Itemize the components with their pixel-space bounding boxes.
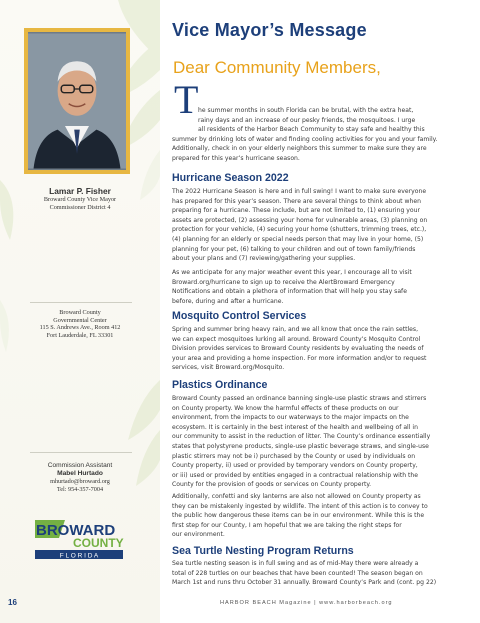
publication-footer: HARBOR BEACH Magazine | www.harborbeach.org: [220, 600, 393, 606]
text-line: all residents of the Harbor Beach Community to stay safe and healthy this: [198, 126, 425, 134]
text-line: Broward County passed an ordinance banning single-use plastic straws and stirrers: [172, 395, 427, 402]
text-line: your area and providing a home inspection. For more information and/or to request: [172, 354, 427, 362]
page-title: Vice Mayor’s Message: [172, 20, 367, 40]
text-line: plastic stirrers may not be i) purchased by the County or used by individuals on: [172, 452, 416, 460]
text-line: Spring and summer bring heavy rain, and we all know that once the rain settles,: [172, 326, 419, 333]
text-line: Additionally, check in on your elderly neighbors this summer to make sure they are: [172, 145, 427, 153]
text-line: he summer months in south Florida can be brutal, with the extra heat,: [198, 107, 414, 114]
article: [172, 0, 472, 595]
divider: [30, 452, 132, 453]
text-line: Division provides services to Broward County residents by evaluating the needs of: [172, 345, 424, 353]
portrait-illustration: [28, 32, 126, 170]
text-line: summer by drinking lots of water and finding cooling activities for you and your family.: [172, 135, 438, 143]
text-line: total of 228 turtles on our beaches that have been counted! The season began on: [172, 569, 423, 577]
sidebar: [0, 0, 160, 623]
text-line: we can expect mosquitoes lurking all around. Broward County’s Mosquito Control: [172, 335, 421, 343]
greeting: Dear Community Members,: [173, 58, 381, 77]
text-line: prepared for this year’s hurricane season.: [172, 154, 300, 162]
plastics-paragraph-1: [172, 394, 472, 490]
text-line: environment, from the impacts to our waterways to the major impacts on the: [172, 414, 409, 422]
hurricane-paragraph-1: [172, 187, 472, 264]
text-line: County property, ii) used or provided by temporary vendors on County property,: [172, 462, 418, 470]
text-line: (4) planning for an elderly or special needs person that may live in your home, (5): [172, 235, 424, 243]
text-line: Additionally, confetti and sky lanterns are also not allowed on County property as: [172, 493, 421, 500]
address-line: 115 S. Andrews Ave., Room 412: [39, 324, 121, 332]
assistant-block: [0, 462, 160, 494]
plastics-paragraph-2: [172, 492, 472, 540]
broward-county-logo: [33, 518, 125, 560]
hurricane-paragraph-2: [172, 268, 472, 306]
page-number: 16: [8, 598, 17, 607]
text-line: Notifications and obtain a plethora of information that will help you stay safe: [172, 288, 407, 296]
logo-word-county: COUNTY: [73, 536, 124, 550]
text-line: first step for our County, I am hopeful that we are taking the right steps for: [172, 521, 402, 529]
text-line: County for the provision of goods or services on County property.: [172, 481, 372, 489]
text-line: March 1st and runs thru October 31 annually. Broward County’s Park and (cont. pg 22): [172, 579, 437, 587]
official-name-block: [0, 186, 160, 212]
text-line: ecosystem. It is certainly in the best interest of the health and wellbeing of all in: [172, 423, 418, 431]
address-line: Broward County: [59, 309, 101, 316]
address-block: [0, 309, 160, 339]
text-line: they can be mistakenly ingested by wildlife. The intent of this action is to convey to: [172, 502, 428, 510]
text-line: about your plans and (7) reviewing/gathering your supplies.: [172, 255, 356, 263]
divider: [30, 302, 132, 303]
section-heading-mosquito: Mosquito Control Services: [172, 310, 307, 322]
section-heading-hurricane: Hurricane Season 2022: [172, 172, 289, 184]
text-line: on County property. We know the harmful effects of these products on our: [172, 404, 399, 412]
text-line: planning for your pet, (6) talking to your children and out of town family/friends: [172, 245, 416, 253]
official-title-line: Commissioner District 4: [49, 204, 111, 211]
official-name: Lamar P. Fisher: [49, 186, 111, 196]
text-line: or iii) used or provided by entities engaged in a contractual relationship with the: [172, 471, 419, 479]
text-line: the public how dangerous these items can be in our environment. While this is the: [172, 512, 425, 520]
text-line: preparing for a hurricane. These include, but are not limited to, (1) ensuring your: [172, 207, 420, 215]
text-line: our environment.: [172, 531, 225, 539]
assistant-role: Commission Assistant: [47, 462, 113, 469]
text-line: assets are protected, (2) assessing your home for vulnerable areas, (3) planning on: [172, 216, 428, 224]
address-line: Fort Lauderdale, FL 33301: [46, 331, 114, 339]
logo-word-broward: BROWARD: [36, 522, 116, 539]
text-line: protection for your vehicle, (4) securing your home (shutters, trimming trees, etc.),: [172, 226, 427, 234]
logo-word-florida: F L O R I D A: [59, 552, 99, 560]
mosquito-paragraph: [172, 325, 472, 373]
portrait-photo: [24, 28, 130, 174]
text-line: The 2022 Hurricane Season is here and in full swing! I want to make sure everyone: [172, 188, 427, 195]
text-line: our community to assist in the reduction of litter. The County’s ordinance essentially: [172, 433, 431, 441]
text-line: Sea turtle nesting season is in full swing and as of mid-May there were already a: [172, 560, 419, 567]
official-title-line: Broward County Vice Mayor: [43, 196, 117, 203]
text-line: has prepared for this year’s season. There are several things to think about when: [172, 197, 421, 205]
section-heading-plastics: Plastics Ordinance: [172, 379, 268, 391]
text-line: rainy days and an increase of our pesky friends, the mosquitoes. I urge: [198, 116, 416, 124]
assistant-phone: Tel: 954-357-7004: [56, 485, 104, 493]
text-line: services, visit Broward.org/Mosquito.: [172, 364, 285, 372]
address-line: Governmental Center: [53, 316, 107, 324]
assistant-name: Mabel Hurtado: [57, 470, 103, 477]
drop-cap: T: [174, 77, 199, 122]
text-line: As we anticipate for any major weather event this year, I encourage all to visit: [172, 269, 412, 276]
section-heading-sea-turtle: Sea Turtle Nesting Program Returns: [172, 545, 354, 557]
sea-turtle-paragraph: [172, 559, 472, 588]
intro-paragraph: [172, 106, 472, 164]
text-line: Broward.org/hurricane to sign up to receive the AlertBroward Emergency: [172, 278, 395, 286]
assistant-email[interactable]: mhurtado@broward.org: [50, 478, 110, 485]
text-line: states that polystyrene products, single-use plastic beverage straws, and single-use: [172, 442, 429, 450]
text-line: before, during and after a hurricane.: [172, 297, 284, 305]
